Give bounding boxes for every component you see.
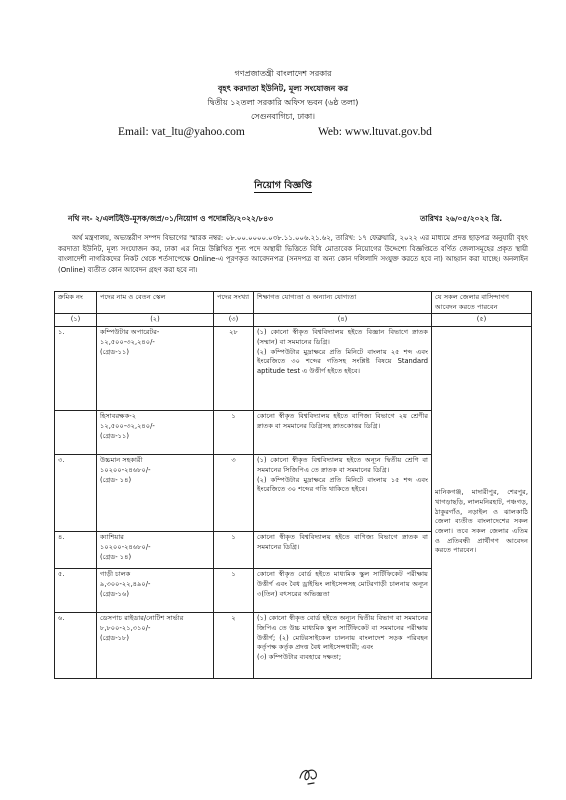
qualification-cell	[254, 532, 432, 569]
qualification-item: (২) কম্পিউটার মুদ্রাক্ষরে প্রতি মিনিটে বাংলায় ২৫ শব্দ এবং ইংরেজিতে ৩০ শব্দের গতিসহ সংশ্লিষ্ট বিষয়ে Standard aptitude test এ উত্তীর্ণ হইতে হইবে।	[257, 347, 428, 375]
serial-cell: ৫.	[55, 569, 97, 613]
col-header-districts: যে সকল জেলার বাসিন্দাগণ আবেদন করতে পারবেন	[432, 292, 532, 314]
index-cell: (৪)	[254, 314, 432, 327]
grade: (গ্রেড-১১)	[100, 347, 129, 356]
serial-cell: ১.	[55, 327, 97, 411]
qualification-item: (১) কোনো স্বীকৃত বোর্ড হইতে অন্যূন দ্বিতীয় বিভাগ বা সমমানের জিপিএ তে উচ্চ মাধ্যমিক স্কুল সার্টিফিকেট বা সমমানের পরীক্ষায় উত্তীর্ণ; (২) মোটরসাইকেল চালনায় বাংলাদেশ সড়ক পরিবহন কর্তৃপক্ষ কর্তৃক প্রদত্ত বৈধ লাইসেন্সধারী; এবং	[257, 614, 428, 652]
count-cell: ২	[214, 613, 254, 679]
qualification-item: (২) কম্পিউটার মুদ্রাক্ষরে প্রতি মিনিটে বাংলায় ১৫ শব্দ এবং ইংরেজিতে ৩০ শব্দের গতি থাকিতে হইবে।	[257, 475, 428, 494]
post-name: কম্পিউটার অপারেটর-	[100, 328, 160, 337]
notice-date: তারিখঃ ২৬/০৫/২০২২ খ্রি.	[420, 214, 503, 223]
office-building: দ্বিতীয় ১২তলা সরকারি অফিস ভবন (৬ষ্ঠ তলা)	[207, 98, 359, 107]
col-header-qualification: শিক্ষাগত যোগ্যতা ও অন্যান্য যোগ্যতা	[254, 292, 432, 314]
count-cell: ৩	[214, 455, 254, 532]
office-name: বৃহৎ করদাতা ইউনিট, মূল্য সংযোজন কর	[217, 84, 349, 93]
qualification-cell	[254, 411, 432, 455]
qualification-item: কোনো স্বীকৃত বিশ্ববিদ্যালয় হইতে বাণিজ্য বিভাগে স্নাতক বা সমমানের ডিগ্রি।	[257, 533, 428, 551]
index-cell: (২)	[97, 314, 214, 327]
qualification-cell	[254, 327, 432, 411]
qualification-item: (১) কোনো স্বীকৃত বিশ্ববিদ্যালয় হইতে অন্যূন দ্বিতীয় শ্রেণি বা সমমানের সিজিপিএ তে স্নাতক বা সমমানের ডিগ্রি।	[257, 456, 428, 474]
count-cell: ১	[214, 569, 254, 613]
grade: (গ্রেড- ১৪)	[100, 552, 132, 561]
post-cell	[97, 569, 214, 613]
intro-paragraph: অর্থ মন্ত্রণালয়, অভ্যন্তরীণ সম্পদ বিভাগের স্মারক নম্বর: ০৮.০০.০০০০.০৩৮.১১.০০৬.২১.৬২, তারিখ: ১৭ ফেব্রুয়ারি, ২০২২ এর মাধ্যমে প্রদত্ত ছাড়পত্র অনুযায়ী বৃহৎ করদাতা ইউনিট, মূল্য সংযোজন কর, ঢাকা এর নিম্নে উল্লিখিত শূন্য পদে অস্থায়ী ভিত্তিতে বিধি মোতাবেক নিয়োগের উদ্দেশ্যে বিজ্ঞপ্তিতে বর্ণিত জেলাসমূহের প্রকৃত স্থায়ী বাংলাদেশী নাগরিকদের নিকট থেকে শর্তসাপেক্ষে Online-এ পূরণকৃত আবেদনপত্র (সনদপত্র বা অন্য কোন দলিলাদি সংযুক্ত করতে হবে না) আহ্বান করা যাচ্ছে। অনলাইন (Online) ব্যতীত কোন আবেদন গ্রহণ করা হবে না।	[58, 234, 528, 274]
grade: (গ্রেড-১৬)	[100, 589, 129, 598]
qualification-item: (১) কোনো স্বীকৃত বিশ্ববিদ্যালয় হইতে বিজ্ঞান বিভাগে স্নাতক (সম্মান) বা সমমানের ডিগ্রি।	[257, 328, 428, 346]
qualification-cell	[254, 455, 432, 532]
grade: (গ্রেড-১১)	[100, 431, 129, 440]
count-cell: ১	[214, 411, 254, 455]
post-cell	[97, 455, 214, 532]
post-name: হিসাবরক্ষক-২	[100, 412, 137, 421]
reference-number: নথি নং- ২/এলটিইউ-মূসক/জপ্র/০১/নিয়োগ ও পদোন্নতি/২০২২/৮৪৩	[68, 214, 273, 223]
notice-title: নিয়োগ বিজ্ঞপ্তি	[254, 180, 312, 191]
count-cell: ১	[214, 532, 254, 569]
col-header-post: পদের নাম ও বেতন স্কেল	[97, 292, 214, 314]
pay-scale: ১০২০০-২৪৬৮০/-	[100, 465, 151, 474]
post-name: ক্যাশিয়ার	[100, 533, 124, 542]
table-index-row	[55, 314, 532, 327]
col-header-serial: ক্রমিক নং	[55, 292, 97, 314]
post-name: ডেসপাচ রাইডার/নোটিশ সার্ভার	[100, 614, 184, 623]
post-name: উচ্চমান সহকারী	[100, 456, 143, 465]
grade: (গ্রেড- ১৪)	[100, 475, 132, 484]
qualification-item: কোনো স্বীকৃত বোর্ড হইতে মাধ্যমিক স্কুল সার্টিফিকেট পরীক্ষায় উত্তীর্ণ এবং বৈধ ড্রাইভিং লাইসেন্সসহ মোটরগাড়ী চালনায় অন্যূন ৩(তিন) বৎসরের অভিজ্ঞতা	[257, 570, 428, 598]
pay-scale: ৯,৩০০-২২,৪৯০/-	[100, 579, 151, 588]
vacancy-table	[54, 291, 532, 679]
serial-cell: ৪.	[55, 532, 97, 569]
index-cell: (৩)	[214, 314, 254, 327]
serial-cell: ৩.	[55, 455, 97, 532]
post-cell	[97, 532, 214, 569]
pay-scale: ১২,৫০০-৩২,২৪০/-	[100, 337, 155, 346]
table-row	[55, 327, 532, 411]
qualification-item: (৩) কম্পিউটার ব্যবহারে দক্ষতা;	[257, 652, 342, 661]
post-name: গাড়ী চালক	[100, 570, 131, 579]
post-cell	[97, 613, 214, 679]
pay-scale: ১০২০০-২৪৬৮০/-	[100, 542, 151, 551]
index-cell: (৫)	[432, 314, 532, 327]
signature-mark	[296, 764, 322, 786]
website-address: Web: www.ltuvat.gov.bd	[318, 126, 432, 138]
email-address: Email: vat_ltu@yahoo.com	[118, 126, 245, 138]
districts-cell: মানিকগঞ্জ, মাদারীপুর, শেরপুর, খাগড়াছড়ি, লালমনিরহাট, পঞ্চগড়, ঠাকুরগাঁও, নড়াইল ও ঝালকাঠি জেলা ব্যতীত বাংলাদেশের সকল জেলা। তবে সকল জেলার এতিম ও প্রতিবন্ধী প্রার্থীগণ আবেদন করতে পারবেন।	[432, 327, 532, 679]
pay-scale: ৮,৮০০-২১,৩১০/-	[100, 623, 151, 632]
qualification-cell	[254, 569, 432, 613]
col-header-count: পদের সংখ্যা	[214, 292, 254, 314]
office-location: সেগুনবাগিচা, ঢাকা।	[250, 112, 316, 121]
serial-cell	[55, 411, 97, 455]
pay-scale: ১২,৫০০-৩২,২৪০/-	[100, 421, 155, 430]
gov-name: গণপ্রজাতন্ত্রী বাংলাদেশ সরকার	[234, 69, 332, 78]
table-header-row	[55, 292, 532, 314]
qualification-item: কোনো স্বীকৃত বিশ্ববিদ্যালয় হইতে বাণিজ্য বিভাগে ২য় শ্রেণীর স্নাতক বা সমমানের ডিগ্রিসহ স্নাতকোত্তর ডিগ্রি।	[257, 412, 428, 430]
post-cell	[97, 327, 214, 411]
count-cell: ২৮	[214, 327, 254, 411]
serial-cell: ৬.	[55, 613, 97, 679]
qualification-cell	[254, 613, 432, 679]
grade: (গ্রেড-১৮)	[100, 633, 129, 642]
index-cell: (১)	[55, 314, 97, 327]
post-cell	[97, 411, 214, 455]
